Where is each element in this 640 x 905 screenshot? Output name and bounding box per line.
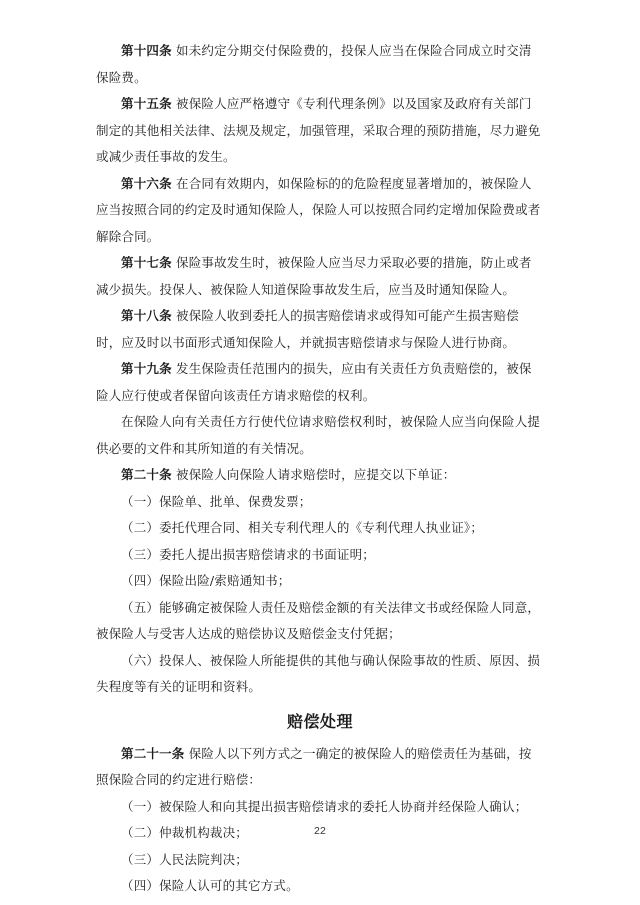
article-label: 第二十条 bbox=[121, 467, 172, 482]
list-item: （二）委托代理合同、相关专利代理人的《专利代理人执业证》； bbox=[121, 520, 484, 535]
article-label: 第十六条 bbox=[121, 175, 172, 191]
section-heading: 赔偿处理 bbox=[286, 711, 353, 731]
list-item: （四）保险出险/索赔通知书； bbox=[121, 573, 291, 588]
article-text: 被保险人收到委托人的损害赔偿请求或得知可能产生损害赔偿时，应及时以书面形式通知保险人，并就损害赔偿请求与保险人进行协商。 bbox=[96, 308, 519, 350]
article-text: 被保险人应严格遵守《专利代理条例》以及国家及政府有关部门制定的其他相关法律、法规及规定，加强管理，采取合理的预防措施，尽力避免或减少责任事故的发生。 bbox=[96, 96, 541, 164]
list-item: （三）委托人提出损害赔偿请求的书面证明； bbox=[121, 546, 376, 562]
list-item: （六）投保人、被保险人所能提供的其他与确认保险事故的性质、原因、损失程度等有关的证明和资料。 bbox=[96, 652, 541, 694]
list-item: （三）人民法院判决； bbox=[121, 851, 249, 867]
list-item: （一）被保险人和向其提出损害赔偿请求的委托人协商并经保险人确认； bbox=[121, 798, 528, 814]
article-21 bbox=[96, 741, 544, 794]
article-17 bbox=[96, 250, 544, 303]
article-label: 第十四条 bbox=[121, 43, 172, 58]
article-text: 发生保险责任范围内的损失，应由有关责任方负责赔偿的，被保险人应行使或者保留向该责任方请求赔偿的权利。 bbox=[96, 361, 532, 403]
article-text: 如未约定分期交付保险费的，投保人应当在保险合同成立时交清保险费。 bbox=[96, 43, 532, 85]
article-label: 第二十一条 bbox=[121, 745, 185, 761]
article-text: 保险人以下列方式之一确定的被保险人的赔偿责任为基础，按照保险合同的约定进行赔偿： bbox=[96, 745, 532, 787]
list-item: （二）仲裁机构裁决； bbox=[121, 825, 249, 840]
body-text bbox=[96, 38, 544, 701]
page-number: 22 bbox=[313, 825, 327, 837]
article-16 bbox=[96, 171, 544, 251]
article-label: 第十七条 bbox=[121, 255, 172, 270]
list-item: （一）保险单、批单、保费发票； bbox=[121, 493, 312, 509]
article-label: 第十五条 bbox=[121, 96, 172, 111]
article-14 bbox=[96, 38, 544, 91]
article-15 bbox=[96, 91, 544, 171]
article-label: 第十九条 bbox=[121, 361, 172, 376]
article-18 bbox=[96, 303, 544, 356]
article-text: 保险事故发生时，被保险人应当尽力采取必要的措施，防止或者减少损失。投保人、被保险人知道保险事故发生后，应当及时通知保险人。 bbox=[96, 255, 532, 297]
article-text: 在合同有效期内，如保险标的的危险程度显著增加的，被保险人应当按照合同的约定及时通知保险人，保险人可以按照合同约定增加保险费或者解除合同。 bbox=[96, 175, 541, 244]
article-label: 第十八条 bbox=[121, 308, 172, 323]
article-text: 被保险人向保险人请求赔偿时，应提交以下单证： bbox=[176, 467, 456, 482]
list-item: （四）保险人认可的其它方式。 bbox=[121, 878, 299, 893]
article-20 bbox=[96, 462, 544, 489]
article-19 bbox=[96, 356, 544, 409]
list-item: （五）能够确定被保险人责任及赔偿金额的有关法律文书或经保险人同意，被保险人与受害人达成的赔偿协议及赔偿金支付凭据； bbox=[96, 599, 541, 641]
subrogation-paragraph: 在保险人向有关责任方行使代位请求赔偿权利时，被保险人应当向保险人提供必要的文件和其所知道的有关情况。 bbox=[96, 414, 541, 456]
